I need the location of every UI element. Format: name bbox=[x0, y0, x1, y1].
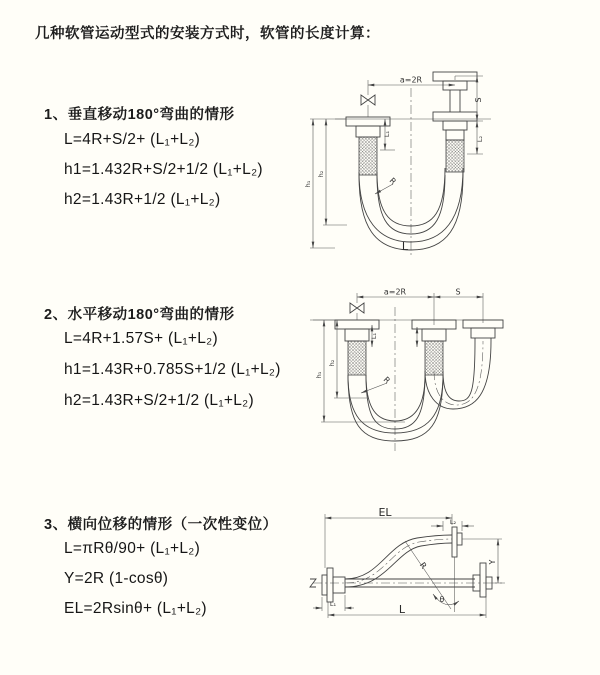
dim-label-theta: θ bbox=[439, 595, 445, 604]
dim-label-l: L bbox=[398, 603, 406, 616]
section3-formula-L: L=πRθ/90+ (L₁+L₂) bbox=[64, 540, 201, 557]
right-braided-hose bbox=[446, 140, 464, 172]
horizontal-180-bend-diagram bbox=[305, 283, 510, 463]
left-flange bbox=[322, 568, 345, 602]
right-flange-lower bbox=[433, 112, 477, 140]
valve-icon bbox=[350, 303, 364, 313]
dim-label-s: S bbox=[455, 287, 461, 297]
displaced-flange bbox=[452, 527, 462, 557]
dim-label-a2r: a=2R bbox=[383, 287, 407, 297]
section2-formula-L: L=4R+1.57S+ (L₁+L₂) bbox=[64, 330, 218, 347]
right-flange-upper bbox=[433, 72, 477, 90]
dim-label-el: EL bbox=[378, 506, 392, 519]
dim-label-h1: h₁ bbox=[315, 371, 323, 379]
valve-icon bbox=[361, 95, 375, 105]
dim-label-h2: h₂ bbox=[317, 170, 325, 178]
section1-formula-L: L=4R+S/2+ (L₁+L₂) bbox=[64, 131, 201, 148]
section1-formula-h1: h1=1.432R+S/2+1/2 (L₁+L₂) bbox=[64, 161, 263, 178]
section2-heading: 2、水平移动180°弯曲的情形 bbox=[44, 307, 235, 323]
radius-leader-line bbox=[361, 383, 387, 393]
dim-label-l2: L₂ bbox=[476, 135, 484, 143]
dim-label-h1: h₁ bbox=[304, 180, 312, 188]
section1-heading: 1、垂直移动180°弯曲的情形 bbox=[44, 107, 235, 123]
dim-label-r: R bbox=[387, 176, 398, 187]
section3-heading: 3、横向位移的情形（一次性变位） bbox=[44, 517, 278, 533]
section2-formula-h2: h2=1.43R+S/2+1/2 (L₁+L₂) bbox=[64, 392, 254, 409]
section2-formula-h1: h1=1.43R+0.785S+1/2 (L₁+L₂) bbox=[64, 361, 281, 378]
dim-label-l1: L₁ bbox=[370, 332, 378, 340]
vertical-180-bend-diagram bbox=[305, 62, 505, 262]
dim-label-l: L bbox=[401, 240, 409, 253]
middle-braided-hose bbox=[425, 341, 443, 375]
section3-formula-EL: EL=2Rsinθ+ (L₁+L₂) bbox=[64, 600, 207, 617]
dim-label-y: Y bbox=[488, 559, 497, 565]
page-title: 几种软管运动型式的安装方式时，软管的长度计算： bbox=[35, 26, 380, 42]
dim-label-l1: L₁ bbox=[329, 600, 337, 608]
lateral-displacement-diagram bbox=[305, 505, 520, 645]
dim-label-a2r: a=2R bbox=[399, 75, 423, 85]
deep-u-hose-curves bbox=[348, 375, 443, 441]
dim-label-r: R bbox=[381, 375, 392, 386]
left-braided-hose bbox=[359, 137, 377, 175]
right-flange bbox=[473, 563, 492, 597]
section1-formula-h2: h2=1.43R+1/2 (L₁+L₂) bbox=[64, 191, 221, 208]
section3-formula-Y: Y=2R (1-cosθ) bbox=[64, 570, 169, 587]
dim-label-s: S bbox=[474, 97, 483, 103]
dim-label-l1: L₁ bbox=[383, 130, 391, 138]
dim-label-l2: L₂ bbox=[449, 518, 457, 526]
dim-label-h2: h₂ bbox=[328, 359, 336, 367]
left-braided-hose bbox=[348, 341, 366, 375]
theta-angle-arc bbox=[433, 594, 459, 605]
dim-label-r: R bbox=[417, 560, 429, 571]
right-pipe bbox=[450, 90, 460, 112]
